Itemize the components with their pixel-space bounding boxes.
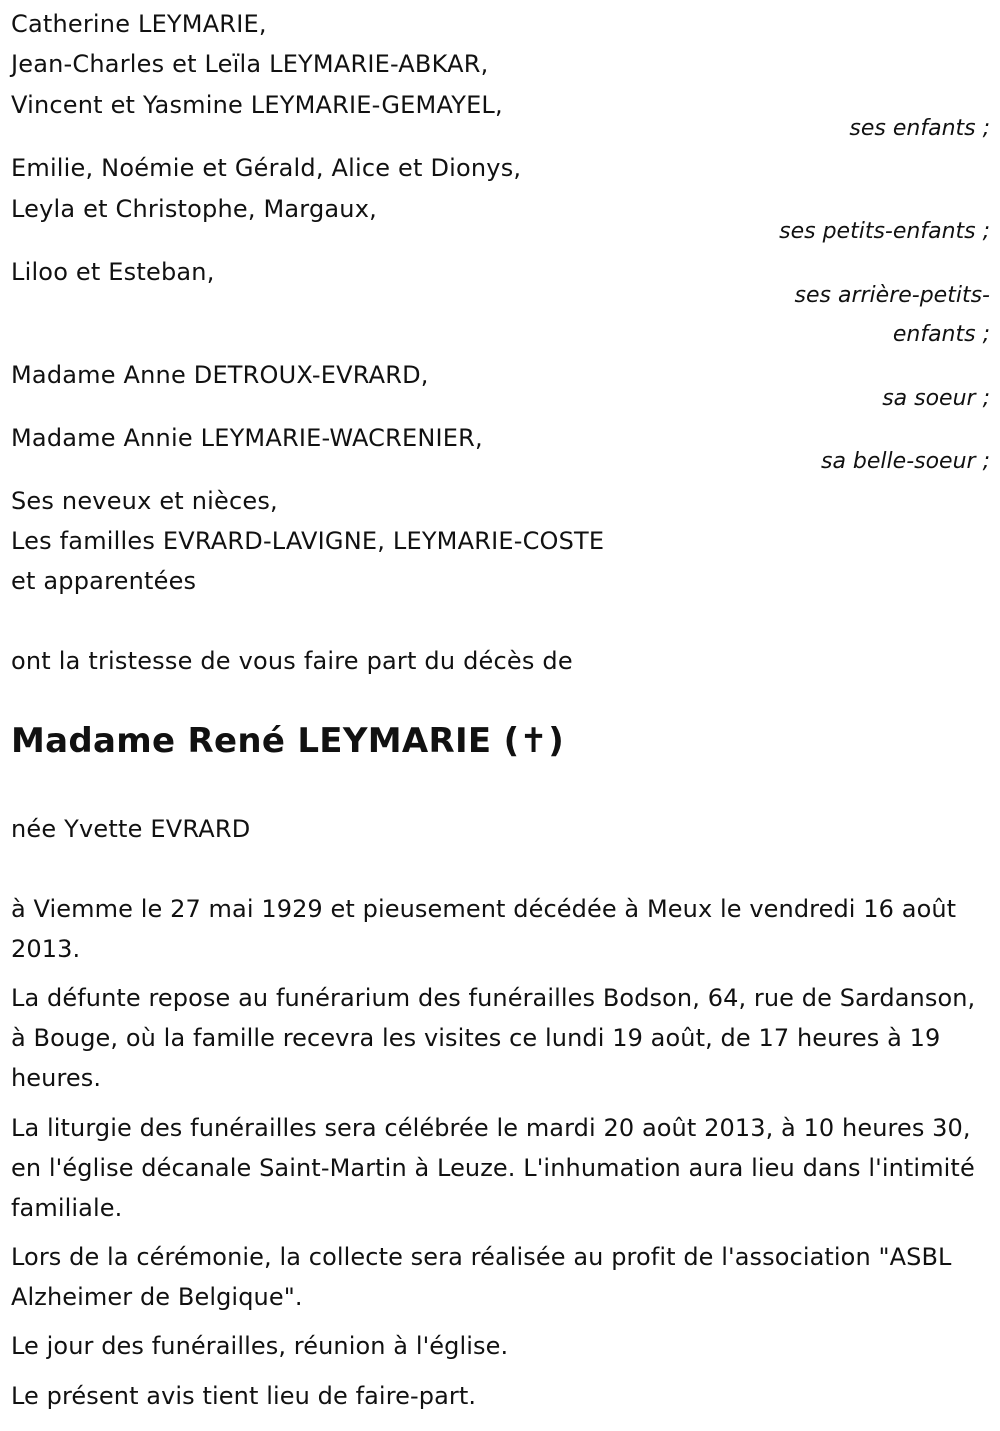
collection-paragraph: Lors de la cérémonie, la collecte sera réalisée au profit de l'association "ASBL Alzheimer de Belgique". <box>11 1243 952 1311</box>
relatives-line: Les familles EVRARD-LAVIGNE, LEYMARIE-COSTE <box>11 527 605 555</box>
relation-grandchildren: ses petits-enfants ; <box>779 219 990 244</box>
child-name: Vincent et Yasmine LEYMARIE-GEMAYEL, <box>11 91 503 119</box>
relation-great-grandchildren: ses arrière-petits- <box>794 283 990 308</box>
relation-children: ses enfants ; <box>849 116 990 141</box>
relation-sister: sa soeur ; <box>882 386 990 411</box>
funeral-paragraph: La liturgie des funérailles sera célébrée le mardi 20 août 2013, à 10 heures 30, en l'église décanale Saint-Martin à Leuze. L'inhumation aura lieu dans l'intimité familiale. <box>11 1114 975 1222</box>
relation-sister-in-law: sa belle-soeur ; <box>821 449 990 474</box>
relatives-line: et apparentées <box>11 567 197 595</box>
grandchild-names: Leyla et Christophe, Margaux, <box>11 195 377 223</box>
child-name: Catherine LEYMARIE, <box>11 10 267 38</box>
great-grandchild-names: Liloo et Esteban, <box>11 258 215 286</box>
visitation-paragraph: La défunte repose au funérarium des funérailles Bodson, 64, rue de Sardanson, à Bouge, où la famille recevra les visites ce lundi 19 août, de 17 heures à 19 heures. <box>11 984 976 1092</box>
birth-name: née Yvette EVRARD <box>11 815 251 843</box>
child-name: Jean-Charles et Leïla LEYMARIE-ABKAR, <box>11 50 489 78</box>
sister-name: Madame Anne DETROUX-EVRARD, <box>11 361 429 389</box>
birth-death-paragraph: à Viemme le 27 mai 1929 et pieusement décédée à Meux le vendredi 16 août 2013. <box>11 895 957 963</box>
announcement-text: ont la tristesse de vous faire part du décès de <box>11 647 573 675</box>
sister-in-law-name: Madame Annie LEYMARIE-WACRENIER, <box>11 424 483 452</box>
relation-great-grandchildren-cont: enfants ; <box>892 322 990 347</box>
meeting-paragraph: Le jour des funérailles, réunion à l'église. <box>11 1332 509 1360</box>
notice-paragraph: Le présent avis tient lieu de faire-part. <box>11 1382 477 1410</box>
deceased-name: Madame René LEYMARIE (✝) <box>11 721 565 761</box>
relatives-line: Ses neveux et nièces, <box>11 487 278 515</box>
grandchild-names: Emilie, Noémie et Gérald, Alice et Dionys, <box>11 154 522 182</box>
